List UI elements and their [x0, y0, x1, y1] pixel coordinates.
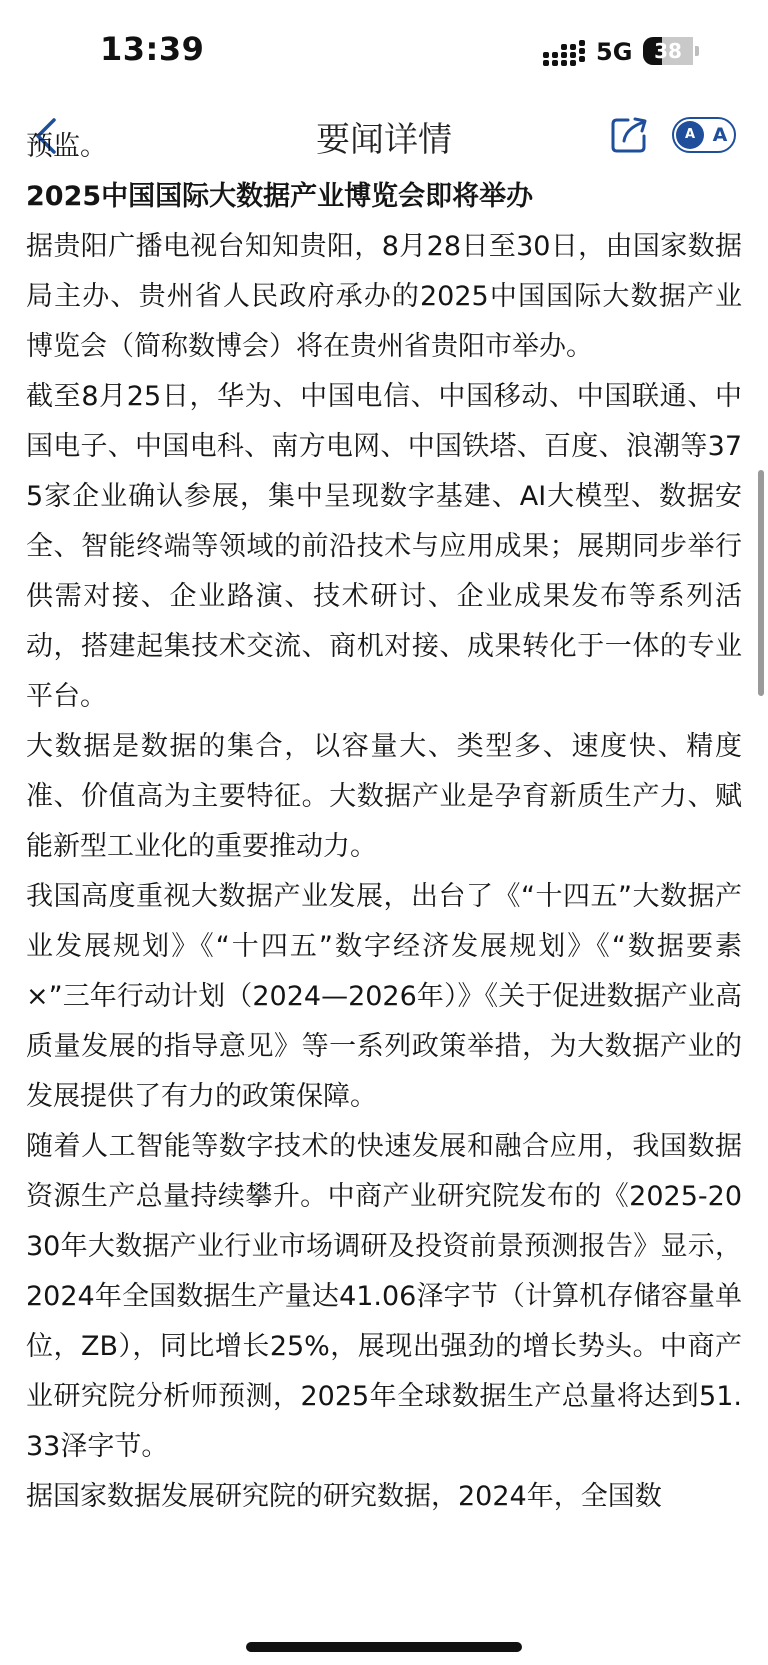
page-title: 要闻详情	[316, 120, 452, 160]
status-bar	[0, 0, 768, 100]
status-time: 13:39	[100, 30, 205, 68]
article-content	[26, 122, 742, 1522]
home-indicator[interactable]	[246, 1642, 522, 1652]
scrollbar[interactable]	[758, 470, 764, 696]
battery-tip	[695, 46, 699, 56]
previous-paragraph-tail: 预监。	[26, 131, 107, 162]
section-heading: 2025中国国际大数据产业博览会即将举办	[26, 181, 534, 212]
article-paragraph: 我国高度重视大数据产业发展，出台了《“十四五”大数据产业发展规划》《“十四五”数字经济发展规划》《“数据要素×”三年行动计划（2024—2026年）》《关于促进数据产业高质量发展的指导意见》等一系列政策举措，为大数据产业的发展提供了有力的政策保障。	[26, 881, 742, 1112]
battery-icon	[643, 37, 693, 65]
article-paragraph: 截至8月25日，华为、中国电信、中国移动、中国联通、中国电子、中国电科、南方电网、中国铁塔、百度、浪潮等375家企业确认参展，集中呈现数字基建、AI大模型、数据安全、智能终端等领域的前沿技术与应用成果；展期同步举行供需对接、企业路演、技术研讨、企业成果发布等系列活动，搭建起集技术交流、商机对接、成果转化于一体的专业平台。	[26, 381, 742, 712]
network-type: 5G	[596, 38, 633, 66]
article-paragraph: 据国家数据发展研究院的研究数据，2024年，全国数	[26, 1481, 662, 1512]
article-paragraph: 随着人工智能等数字技术的快速发展和融合应用，我国数据资源生产总量持续攀升。中商产业研究院发布的《2025-2030年大数据产业行业市场调研及投资前景预测报告》显示，2024年全国数据生产量达41.06泽字节（计算机存储容量单位，ZB），同比增长25%，展现出强劲的增长势头。中商产业研究院分析师预测，2025年全球数据生产总量将达到51.33泽字节。	[26, 1131, 742, 1462]
article-paragraph: 据贵阳广播电视台知知贵阳，8月28日至30日，由国家数据局主办、贵州省人民政府承办的2025中国国际大数据产业博览会（简称数博会）将在贵州省贵阳市举办。	[26, 231, 742, 362]
battery-percentage: 38	[654, 39, 682, 63]
font-size-small-icon: A	[676, 121, 704, 149]
font-size-large-icon: A	[712, 124, 728, 146]
signal-strength-icon	[543, 40, 587, 66]
article-paragraph: 大数据是数据的集合，以容量大、类型多、速度快、精度准、价值高为主要特征。大数据产业是孕育新质生产力、赋能新型工业化的重要推动力。	[26, 731, 742, 862]
